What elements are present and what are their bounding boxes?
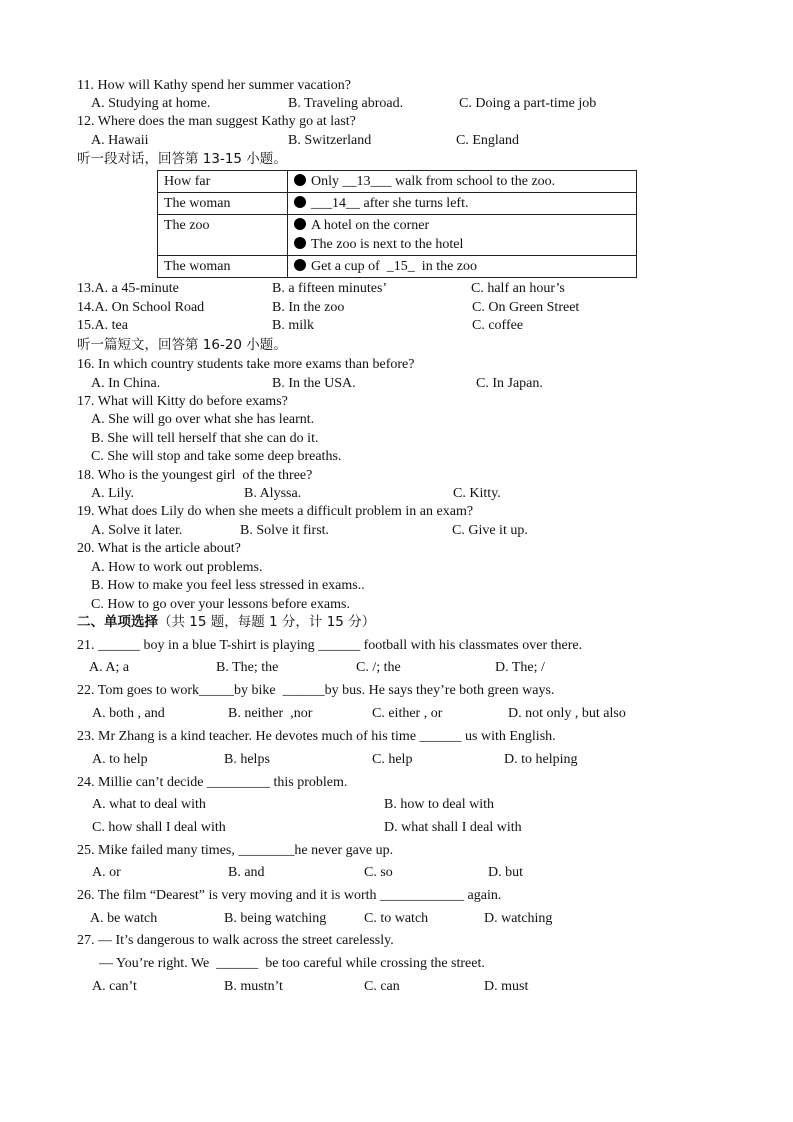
option: C. Give it up. — [452, 523, 528, 538]
row-item: A hotel on the corner — [311, 218, 430, 233]
row-content — [288, 215, 637, 256]
option: A. or — [92, 865, 121, 880]
option: C. In Japan. — [476, 376, 543, 391]
section-heading — [77, 614, 375, 631]
row-label: The woman — [158, 193, 288, 215]
option: C. either , or — [372, 706, 443, 721]
option: C. On Green Street — [472, 300, 580, 315]
option: A. She will go over what she has learnt. — [91, 412, 315, 427]
option: C. to watch — [364, 911, 429, 926]
info-table — [157, 170, 637, 278]
bullet-icon — [294, 218, 306, 230]
option: A. both , and — [92, 706, 165, 721]
option: A. Lily. — [91, 486, 135, 501]
option: C. Kitty. — [453, 486, 501, 501]
question-text: 20. What is the article about? — [77, 541, 241, 556]
row-item: The zoo is next to the hotel — [311, 237, 464, 252]
question-text: 18. Who is the youngest girl of the three? — [77, 468, 313, 483]
question-text: 16. In which country students take more exams than before? — [77, 357, 415, 372]
table-row — [158, 193, 637, 215]
option: A. what to deal with — [92, 797, 206, 812]
table-row — [158, 215, 637, 256]
option: A. In China. — [91, 376, 161, 391]
option: B. a fifteen minutes’ — [272, 281, 388, 296]
option: A. Hawaii — [91, 133, 149, 148]
option: C. Doing a part-time job — [459, 96, 597, 111]
option: C. help — [372, 752, 413, 767]
option: C. can — [364, 979, 400, 994]
row-label: How far — [158, 171, 288, 193]
row-item: Only __13___ walk from school to the zoo. — [311, 174, 556, 189]
option: D. The; / — [495, 660, 545, 675]
question-text: 12. Where does the man suggest Kathy go at last? — [77, 114, 356, 129]
option: B. Switzerland — [288, 133, 372, 148]
option: C. How to go over your lessons before exams. — [91, 597, 350, 612]
question-text: 27. — It’s dangerous to walk across the street carelessly. — [77, 933, 394, 948]
option: D. not only , but also — [508, 706, 626, 721]
section-title: 二、单项选择 — [77, 614, 158, 630]
option: B. how to deal with — [384, 797, 495, 812]
table-row — [158, 256, 637, 278]
option: D. to helping — [504, 752, 578, 767]
option: B. Alyssa. — [244, 486, 302, 501]
bullet-icon — [294, 237, 306, 249]
option: B. In the USA. — [272, 376, 356, 391]
option: B. helps — [224, 752, 270, 767]
question-text: 11. How will Kathy spend her summer vacation? — [77, 78, 351, 93]
option: D. must — [484, 979, 529, 994]
table-row — [158, 171, 637, 193]
question-text: 17. What will Kitty do before exams? — [77, 394, 288, 409]
option: B. She will tell herself that she can do it. — [91, 431, 319, 446]
option: B. The; the — [216, 660, 279, 675]
section-note: （共 15 题，每题 1 分，计 15 分） — [158, 614, 376, 630]
option: C. so — [364, 865, 393, 880]
option: B. In the zoo — [272, 300, 345, 315]
option: C. how shall I deal with — [92, 820, 226, 835]
option: 14.A. On School Road — [77, 300, 205, 315]
option: C. coffee — [472, 318, 524, 333]
option: B. being watching — [224, 911, 327, 926]
option: A. be watch — [90, 911, 158, 926]
row-item: Get a cup of _15_ in the zoo — [311, 259, 478, 274]
option: B. and — [228, 865, 265, 880]
option: C. She will stop and take some deep breaths. — [91, 449, 342, 464]
question-text: 23. Mr Zhang is a kind teacher. He devotes much of his time ______ us with English. — [77, 729, 556, 744]
option: B. Solve it first. — [240, 523, 330, 538]
option: A. to help — [92, 752, 148, 767]
option: D. but — [488, 865, 523, 880]
option: B. How to make you feel less stressed in exams.. — [91, 578, 365, 593]
option: B. milk — [272, 318, 315, 333]
question-text: 21. ______ boy in a blue T-shirt is playing ______ football with his classmates over there. — [77, 638, 583, 653]
row-content — [288, 193, 637, 215]
option: B. Traveling abroad. — [288, 96, 404, 111]
option: A. can’t — [92, 979, 137, 994]
option: 15.A. tea — [77, 318, 128, 333]
option: A. How to work out problems. — [91, 560, 263, 575]
option: C. /; the — [356, 660, 401, 675]
option: B. mustn’t — [224, 979, 283, 994]
question-text: 19. What does Lily do when she meets a difficult problem in an exam? — [77, 504, 474, 519]
option: 13.A. a 45-minute — [77, 281, 179, 296]
option: C. half an hour’s — [471, 281, 565, 296]
section-heading: 听一篇短文，回答第 16-20 小题。 — [77, 337, 287, 353]
option: A. Solve it later. — [91, 523, 183, 538]
question-text: 24. Millie can’t decide _________ this problem. — [77, 775, 348, 790]
row-label: The zoo — [158, 215, 288, 256]
row-label: The woman — [158, 256, 288, 278]
row-content — [288, 256, 637, 278]
question-reply: — You’re right. We ______ be too careful while crossing the street. — [99, 956, 485, 971]
row-content — [288, 171, 637, 193]
option: C. England — [456, 133, 519, 148]
option: B. neither ,nor — [228, 706, 313, 721]
option: A. Studying at home. — [91, 96, 211, 111]
question-text: 26. The film “Dearest” is very moving and it is worth ____________ again. — [77, 888, 502, 903]
question-text: 22. Tom goes to work_____by bike ______by bus. He says they’re both green ways. — [77, 683, 555, 698]
row-item: ___14__ after she turns left. — [311, 196, 469, 211]
bullet-icon — [294, 196, 306, 208]
bullet-icon — [294, 259, 306, 271]
question-text: 25. Mike failed many times, ________he never gave up. — [77, 843, 394, 858]
option: D. watching — [484, 911, 553, 926]
bullet-icon — [294, 174, 306, 186]
option: D. what shall I deal with — [384, 820, 522, 835]
section-heading: 听一段对话，回答第 13-15 小题。 — [77, 151, 287, 167]
option: A. A; a — [89, 660, 130, 675]
